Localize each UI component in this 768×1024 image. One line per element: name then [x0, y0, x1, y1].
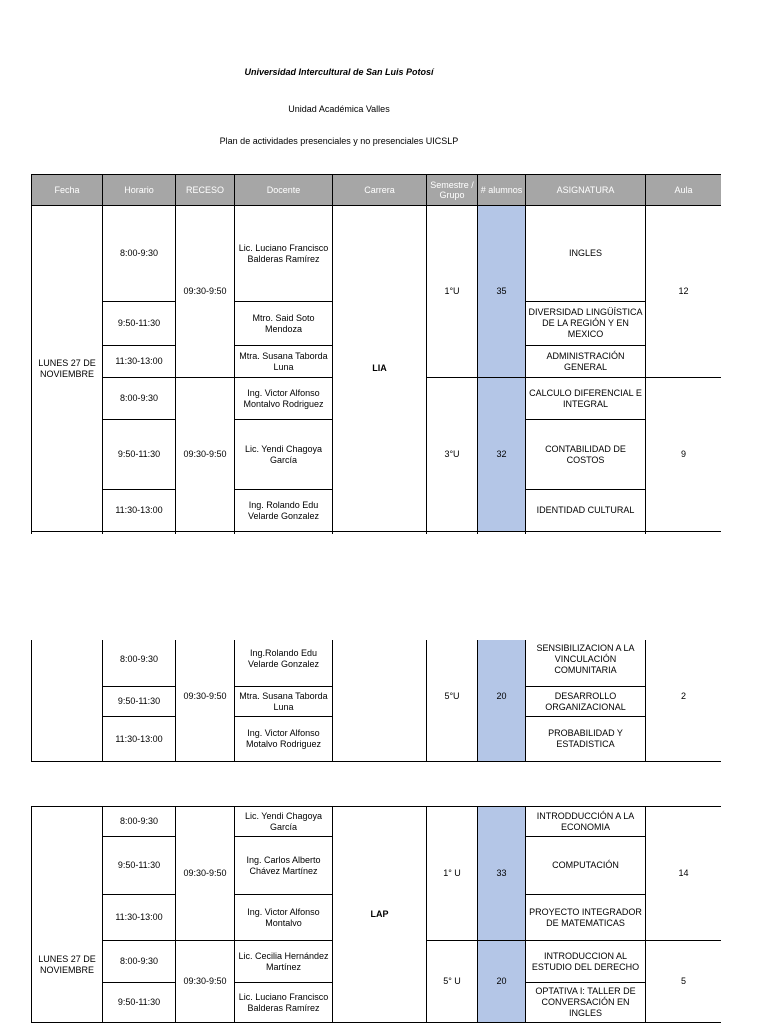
- schedule-section-lap: [31, 806, 721, 1024]
- docente-cell: Lic. Luciano Francisco Balderas Ramírez: [235, 983, 333, 1023]
- horario-cell: 9:50-11:30: [103, 302, 176, 346]
- alumnos-cell: 33: [478, 807, 526, 941]
- alumnos-cell: 20: [478, 640, 526, 762]
- horario-cell: 11:30-13:00: [103, 490, 176, 532]
- fecha-cell: LUNES 27 DE NOVIEMBRE: [32, 807, 103, 1023]
- horario-cell: 8:00-9:30: [103, 941, 176, 983]
- schedule-section-lia: [31, 174, 721, 534]
- col-horario: Horario: [103, 175, 176, 206]
- aula-cell: 14: [646, 807, 722, 941]
- asignatura-cell: IDENTIDAD CULTURAL: [526, 490, 646, 532]
- semestre-cell: 5°U: [427, 640, 478, 762]
- semestre-cell: 3°U: [427, 378, 478, 532]
- semestre-cell: 1°U: [427, 206, 478, 378]
- asignatura-cell: PROYECTO INTEGRADOR DE MATEMATICAS: [526, 895, 646, 941]
- horario-cell: 9:50-11:30: [103, 837, 176, 895]
- receso-cell: 09:30-9:50: [176, 640, 235, 762]
- asignatura-cell: SENSIBILIZACION A LA VINCULACIÓN COMUNITARIA: [526, 640, 646, 687]
- docente-cell: Lic. Cecilia Hernández Martínez: [235, 941, 333, 983]
- asignatura-cell: ADMINISTRACIÓN GENERAL: [526, 346, 646, 378]
- col-receso: RECESO: [176, 175, 235, 206]
- col-carrera: Carrera: [333, 175, 427, 206]
- horario-cell: 8:00-9:30: [103, 378, 176, 420]
- col-alumnos: # alumnos: [478, 175, 526, 206]
- academic-unit: Unidad Académica Valles: [288, 104, 390, 114]
- docente-cell: Ing. Victor Alfonso Montalvo Rodriguez: [235, 378, 333, 420]
- asignatura-cell: COMPUTACIÓN: [526, 837, 646, 895]
- col-asignatura: ASIGNATURA: [526, 175, 646, 206]
- table-row: [32, 807, 722, 837]
- docente-cell: Mtro. Said Soto Mendoza: [235, 302, 333, 346]
- receso-cell: 09:30-9:50: [176, 941, 235, 1023]
- schedule-table: [31, 174, 721, 534]
- alumnos-cell: 35: [478, 206, 526, 378]
- docente-cell: Lic. Luciano Francisco Balderas Ramírez: [235, 206, 333, 302]
- horario-cell: 11:30-13:00: [103, 717, 176, 762]
- docente-cell: Mtra. Susana Taborda Luna: [235, 687, 333, 717]
- asignatura-cell: PROBABILIDAD Y ESTADISTICA: [526, 717, 646, 762]
- horario-cell: 8:00-9:30: [103, 206, 176, 302]
- horario-cell: 11:30-13:00: [103, 895, 176, 941]
- asignatura-cell: INGLES: [526, 206, 646, 302]
- university-title: Universidad Intercultural de San Luis Potosí: [244, 67, 434, 77]
- col-aula: Aula: [646, 175, 722, 206]
- receso-cell: 09:30-9:50: [176, 807, 235, 941]
- docente-cell: Mtra. Susana Taborda Luna: [235, 346, 333, 378]
- schedule-table: [31, 640, 721, 762]
- header-row: [32, 175, 722, 206]
- asignatura-cell: INTRODDUCCIÓN A LA ECONOMIA: [526, 807, 646, 837]
- alumnos-cell: 20: [478, 941, 526, 1023]
- asignatura-cell: CONTABILIDAD DE COSTOS: [526, 420, 646, 490]
- aula-cell: 5: [646, 941, 722, 1023]
- carrera-cell: LAP: [333, 807, 427, 1023]
- plan-title: Plan de actividades presenciales y no presenciales UICSLP: [219, 136, 459, 146]
- horario-cell: 11:30-13:00: [103, 346, 176, 378]
- docente-cell: Ing. Carlos Alberto Chávez Martínez: [235, 837, 333, 895]
- asignatura-cell: OPTATIVA I: TALLER DE CONVERSACIÓN EN INGLES: [526, 983, 646, 1023]
- docente-cell: Ing.Rolando Edu Velarde Gonzalez: [235, 640, 333, 687]
- semestre-cell: 5° U: [427, 941, 478, 1023]
- docente-cell: Ing. Victor Alfonso Motalvo Rodriguez: [235, 717, 333, 762]
- fecha-cell: [32, 640, 103, 762]
- docente-cell: Lic. Yendi Chagoya García: [235, 420, 333, 490]
- docente-cell: Lic. Yendi Chagoya García: [235, 807, 333, 837]
- horario-cell: 9:50-11:30: [103, 420, 176, 490]
- col-docente: Docente: [235, 175, 333, 206]
- col-fecha: Fecha: [32, 175, 103, 206]
- carrera-cell: [333, 640, 427, 762]
- receso-cell: 09:30-9:50: [176, 206, 235, 378]
- aula-cell: 9: [646, 378, 722, 532]
- docente-cell: Ing. Victor Alfonso Montalvo: [235, 895, 333, 941]
- alumnos-cell: 32: [478, 378, 526, 532]
- asignatura-cell: DESARROLLO ORGANIZACIONAL: [526, 687, 646, 717]
- receso-cell: 09:30-9:50: [176, 378, 235, 532]
- horario-cell: 9:50-11:30: [103, 983, 176, 1023]
- schedule-section-continuation: [31, 640, 721, 780]
- aula-cell: 2: [646, 640, 722, 762]
- horario-cell: 8:00-9:30: [103, 640, 176, 687]
- schedule-table: [31, 806, 721, 1023]
- asignatura-cell: DIVERSIDAD LINGÜÍSTICA DE LA REGIÓN Y EN MEXICO: [526, 302, 646, 346]
- horario-cell: 8:00-9:30: [103, 807, 176, 837]
- docente-cell: Ing. Rolando Edu Velarde Gonzalez: [235, 490, 333, 532]
- carrera-cell: LIA: [333, 206, 427, 532]
- horario-cell: 9:50-11:30: [103, 687, 176, 717]
- table-row: [32, 206, 722, 302]
- semestre-cell: 1° U: [427, 807, 478, 941]
- fecha-cell: LUNES 27 DE NOVIEMBRE: [32, 206, 103, 532]
- col-semestre: Semestre / Grupo: [427, 175, 478, 206]
- table-row: [32, 640, 722, 687]
- aula-cell: 12: [646, 206, 722, 378]
- asignatura-cell: CALCULO DIFERENCIAL E INTEGRAL: [526, 378, 646, 420]
- asignatura-cell: INTRODUCCION AL ESTUDIO DEL DERECHO: [526, 941, 646, 983]
